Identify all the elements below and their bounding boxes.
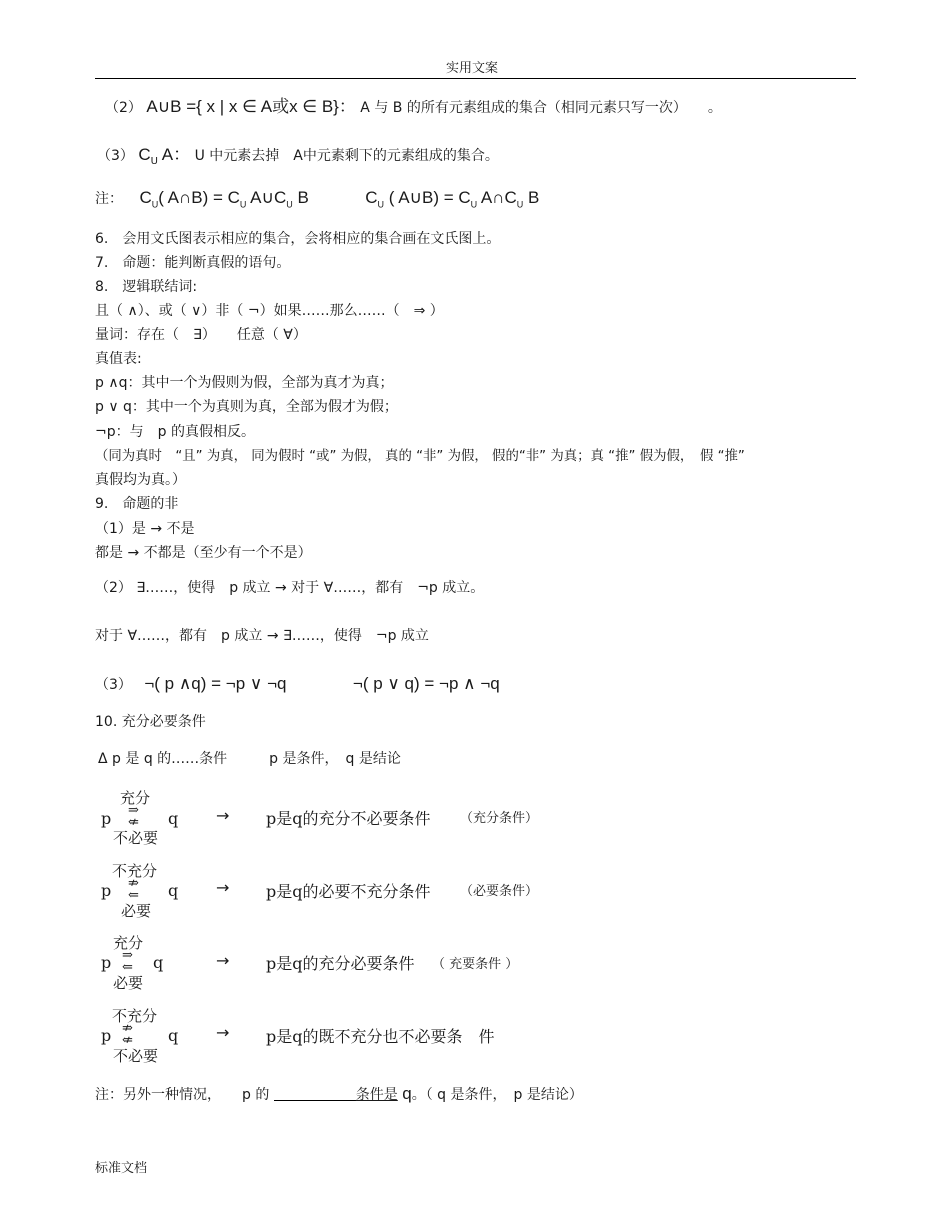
de-morgan-sets-note (95, 188, 539, 209)
cond2-tag: （必要条件） (460, 884, 539, 899)
connectives-line: 且（ ∧）、或（ ∨）非（ ¬）如果……那么……（ ⇒ ） (95, 303, 444, 319)
final-note-prefix: 注：另外一种情况， p 的 (95, 1087, 270, 1103)
cond2-arrow-top: ⇏ (128, 876, 138, 891)
complement-subscript: U (150, 155, 158, 167)
union-definition (105, 92, 722, 117)
law2-sub2: U (470, 199, 478, 210)
item-7: 7. 命题：能判断真假的语句。 (95, 255, 291, 271)
law1-c: C (139, 188, 152, 207)
complement-definition (97, 140, 499, 167)
complement-label: （3） (97, 148, 134, 164)
cond2-implies-arrow: → (216, 878, 230, 897)
law2-sub3: U (516, 199, 524, 210)
law1-rest2: A∪C (246, 188, 287, 207)
cond2-arrow-bottom: ⇐ (128, 888, 138, 903)
truth-table-title: 真值表: (95, 351, 142, 367)
cond4-p: p (101, 1026, 112, 1045)
cond3-arrow-top: ⇒ (122, 948, 132, 963)
union-formula: A∪B ={ x | x ∈ A或x ∈ B}： (146, 97, 356, 116)
law2-c: C (365, 188, 378, 207)
cond3-arrow-bottom: ⇐ (122, 960, 132, 975)
cond4-arrow-top: ⇏ (122, 1021, 132, 1036)
item-9: 9. 命题的非 (95, 496, 179, 512)
negation-3 (95, 674, 500, 694)
law1-sub: U (151, 199, 159, 210)
truth-not: ¬p：与 p 的真假相反。 (95, 424, 255, 440)
cond1-q: q (168, 809, 179, 828)
law1-rest3: B (292, 188, 309, 207)
cond1-bottom-label: 不必要 (113, 829, 159, 847)
cond2-bottom-label: 必要 (121, 902, 152, 920)
condition-intro: Δ p 是 q 的……条件 p 是条件， q 是结论 (98, 751, 401, 767)
cond2-p: p (101, 881, 112, 900)
final-note (95, 1084, 583, 1104)
negation-1: （1）是 → 不是 (95, 521, 195, 537)
law1-rest: ( A∩B) = C (158, 188, 240, 207)
cond2-q: q (168, 881, 179, 900)
note-label: 注： (95, 191, 123, 207)
cond1-tag: （充分条件） (460, 811, 539, 826)
cond4-top-label: 不充分 (112, 1007, 158, 1025)
item-10: 10. 充分必要条件 (95, 714, 206, 730)
cond3-p: p (101, 953, 112, 972)
law2-rest3: B (523, 188, 540, 207)
de-morgan-law-2 (365, 188, 540, 210)
final-note-middle: 条件是 (355, 1087, 398, 1103)
cond1-top-label: 充分 (120, 789, 151, 807)
union-text: A 与 B 的所有元素组成的集合（相同元素只写一次） 。 (360, 100, 722, 116)
negation-2: （2） ∃……，使得 p 成立 → 对于 ∀……，都有 ¬p 成立。 (95, 580, 485, 596)
law2-rest: ( A∪B) = C (384, 188, 471, 207)
cond2-result: p是q的必要不充分条件 (266, 882, 431, 901)
logic-de-morgan-2: ¬( p ∨ q) = ¬p ∧ ¬q (352, 674, 500, 693)
final-note-q: q (402, 1084, 412, 1103)
page-header: 实用文案 (446, 61, 499, 76)
cond3-top-label: 充分 (113, 934, 144, 952)
header-rule (95, 78, 856, 79)
cond1-arrow-top: ⇒ (128, 803, 138, 818)
negation-3-label: （3） (95, 677, 132, 693)
cond4-implies-arrow: → (216, 1023, 230, 1042)
complement-symbol: C (138, 145, 151, 164)
blank-fill-line (274, 1086, 356, 1101)
mnemonic-line-2: 真假均为真。） (95, 472, 186, 488)
cond1-p: p (101, 809, 112, 828)
item-8: 8. 逻辑联结词: (95, 279, 198, 295)
cond4-result: p是q的既不充分也不必要条 件 (266, 1027, 495, 1046)
truth-and: p ∧q：其中一个为假则为假，全部为真才为真； (95, 375, 394, 391)
cond3-tag: （ 充要条件 ） (432, 957, 519, 972)
cond3-bottom-label: 必要 (113, 974, 144, 992)
final-note-suffix: 。（ q 是条件， p 是结论） (411, 1087, 583, 1103)
negation-1b: 都是 → 不都是（至少有一个不是） (95, 545, 312, 561)
cond3-result: p是q的充分必要条件 (266, 954, 415, 973)
law2-sub: U (377, 199, 385, 210)
cond2-top-label: 不充分 (112, 862, 158, 880)
cond4-arrow-bottom: ⇍ (122, 1033, 132, 1048)
negation-2b: 对于 ∀……，都有 p 成立 → ∃……，使得 ¬p 成立 (95, 628, 429, 644)
de-morgan-law-1 (139, 188, 309, 210)
law2-rest2: A∩C (477, 188, 517, 207)
cond3-implies-arrow: → (216, 951, 230, 970)
complement-text: U 中元素去掉 A中元素剩下的元素组成的集合。 (194, 148, 499, 164)
truth-or: p ∨ q：其中一个为真则为真，全部为假才为假； (95, 399, 398, 415)
cond1-arrow-bottom: ⇍ (128, 815, 138, 830)
cond4-q: q (168, 1026, 179, 1045)
cond1-implies-arrow: → (216, 806, 230, 825)
mnemonic-line-1: （同为真时 “且” 为真， 同为假时 “或” 为假， 真的 “非” 为假， 假的“非” 为真；真 “推” 假为假， 假 “推” (95, 449, 745, 464)
union-label: （2） (105, 100, 142, 116)
cond1-result: p是q的充分不必要条件 (266, 809, 431, 828)
item-6: 6. 会用文氏图表示相应的集合，会将相应的集合画在文氏图上。 (95, 231, 501, 247)
cond4-bottom-label: 不必要 (113, 1047, 159, 1065)
complement-set: A： (157, 145, 191, 164)
law1-sub2: U (239, 199, 247, 210)
logic-de-morgan-1: ¬( p ∧q) = ¬p ∨ ¬q (144, 674, 287, 693)
page-footer: 标准文档 (95, 1161, 148, 1176)
quantifiers-line: 量词：存在（ ∃） 任意（ ∀） (95, 327, 307, 343)
cond3-q: q (153, 953, 164, 972)
law1-sub3: U (286, 199, 293, 210)
